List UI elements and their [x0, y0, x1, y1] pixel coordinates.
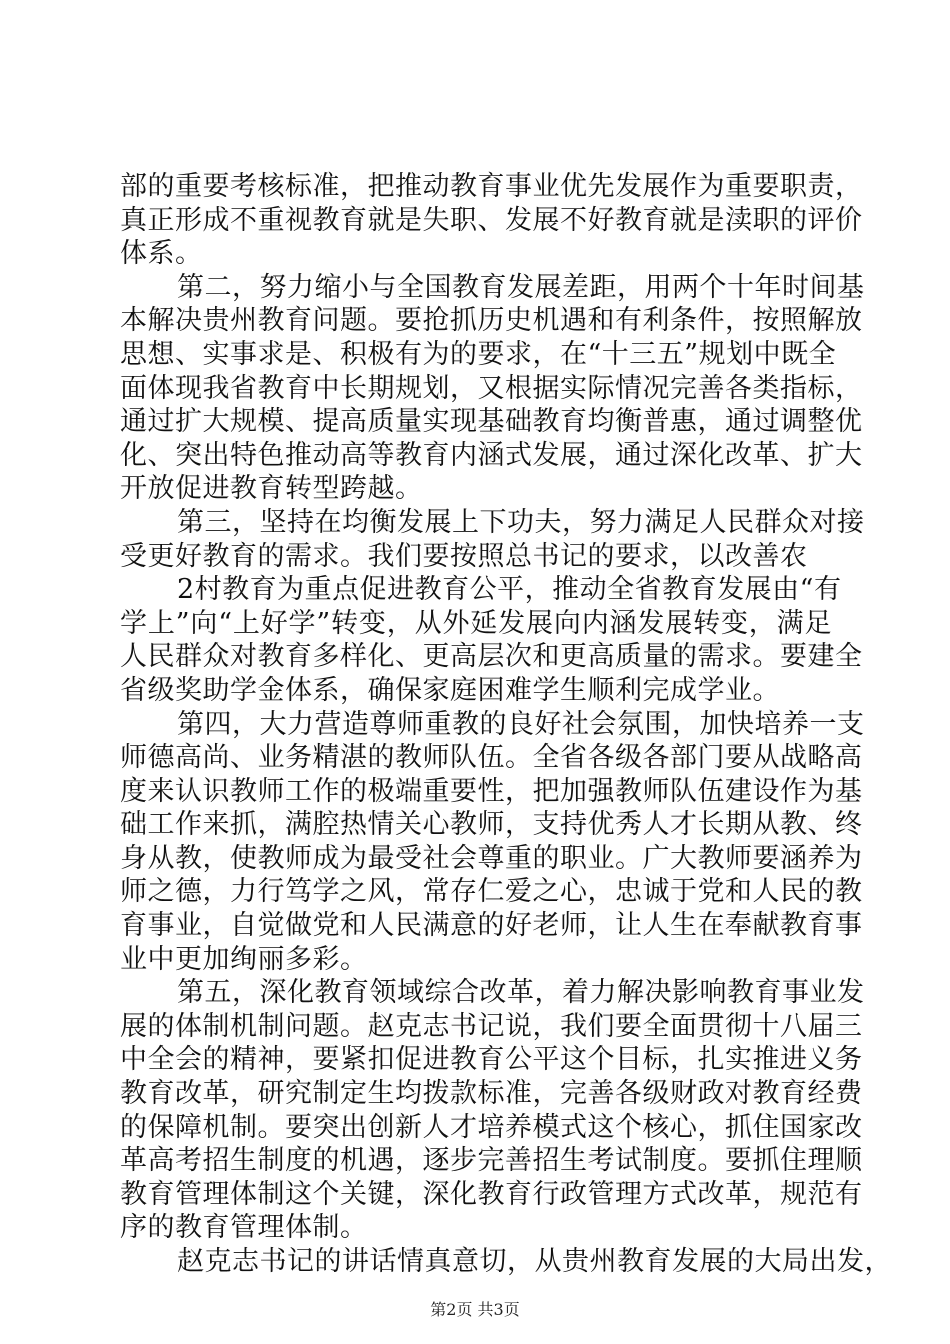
text-line: 序的教育管理体制。 — [120, 1212, 368, 1244]
text-line: 化、突出特色推动高等教育内涵式发展，通过深化改革、扩大 — [120, 439, 863, 471]
page-footer: 第2页 共3页 — [430, 1300, 520, 1319]
text-line: 体系。 — [120, 238, 203, 270]
text-line: 第三，坚持在均衡发展上下功夫，努力满足人民群众对接 — [177, 506, 865, 538]
text-line: 省级奖助学金体系，确保家庭困难学生顺利完成学业。 — [120, 674, 780, 706]
text-line: 部的重要考核标准，把推动教育事业优先发展作为重要职责， — [120, 171, 863, 202]
text-line: 师德高尚、业务精湛的教师队伍。全省各级各部门要从战略高 — [120, 742, 863, 774]
text-line: 业中更加绚丽多彩。 — [120, 943, 368, 975]
text-line: 的保障机制。要突出创新人才培养模式这个核心，抓住国家改 — [120, 1111, 863, 1143]
text-line: 人民群众对教育多样化、更高层次和更高质量的需求。要建全 — [120, 641, 863, 673]
text-line: 2村教育为重点促进教育公平，推动全省教育发展由“有 — [177, 574, 842, 606]
text-line: 教育管理体制这个关键，深化教育行政管理方式改革，规范有 — [120, 1178, 863, 1210]
text-line: 本解决贵州教育问题。要抢抓历史机遇和有利条件，按照解放 — [120, 305, 863, 337]
text-line: 面体现我省教育中长期规划，又根据实际情况完善各类指标， — [120, 372, 863, 404]
text-line: 础工作来抓，满腔热情关心教师，支持优秀人才长期从教、终 — [120, 809, 863, 841]
text-line: 受更好教育的需求。我们要按照总书记的要求，以改善农 — [120, 540, 808, 572]
text-line: 通过扩大规模、提高质量实现基础教育均衡普惠，通过调整优 — [120, 406, 863, 438]
text-line: 教育改革，研究制定生均拨款标准，完善各级财政对教育经费 — [120, 1078, 863, 1110]
text-line: 身从教，使教师成为最受社会尊重的职业。广大教师要涵养为 — [120, 842, 863, 874]
text-line: 师之德，力行笃学之风，常存仁爱之心，忠诚于党和人民的教 — [120, 876, 863, 908]
text-line: 思想、实事求是、积极有为的要求，在“十三五”规划中既全 — [120, 338, 837, 370]
text-line: 度来认识教师工作的极端重要性，把加强教师队伍建设作为基 — [120, 775, 863, 807]
text-line: 学上”向“上好学”转变，从外延发展向内涵发展转变，满足 — [120, 607, 832, 639]
text-line: 第五，深化教育领域综合改革，着力解决影响教育事业发 — [177, 977, 865, 1009]
text-line: 革高考招生制度的机遇，逐步完善招生考试制度。要抓住理顺 — [120, 1145, 863, 1177]
text-line: 第四，大力营造尊师重教的良好社会氛围，加快培养一支 — [177, 708, 865, 740]
text-line: 开放促进教育转型跨越。 — [120, 473, 423, 505]
text-line: 中全会的精神，要紧扣促进教育公平这个目标，扎实推进义务 — [120, 1044, 863, 1076]
text-line: 育事业，自觉做党和人民满意的好老师，让人生在奉献教育事 — [120, 910, 863, 942]
text-line: 第二，努力缩小与全国教育发展差距，用两个十年时间基 — [177, 271, 865, 303]
text-line: 真正形成不重视教育就是失职、发展不好教育就是渎职的评价 — [120, 204, 863, 236]
text-line: 展的体制机制问题。赵克志书记说，我们要全面贯彻十八届三 — [120, 1010, 863, 1042]
text-line: 赵克志书记的讲话情真意切，从贵州教育发展的大局出发， — [177, 1246, 892, 1277]
document-body — [120, 170, 892, 1279]
